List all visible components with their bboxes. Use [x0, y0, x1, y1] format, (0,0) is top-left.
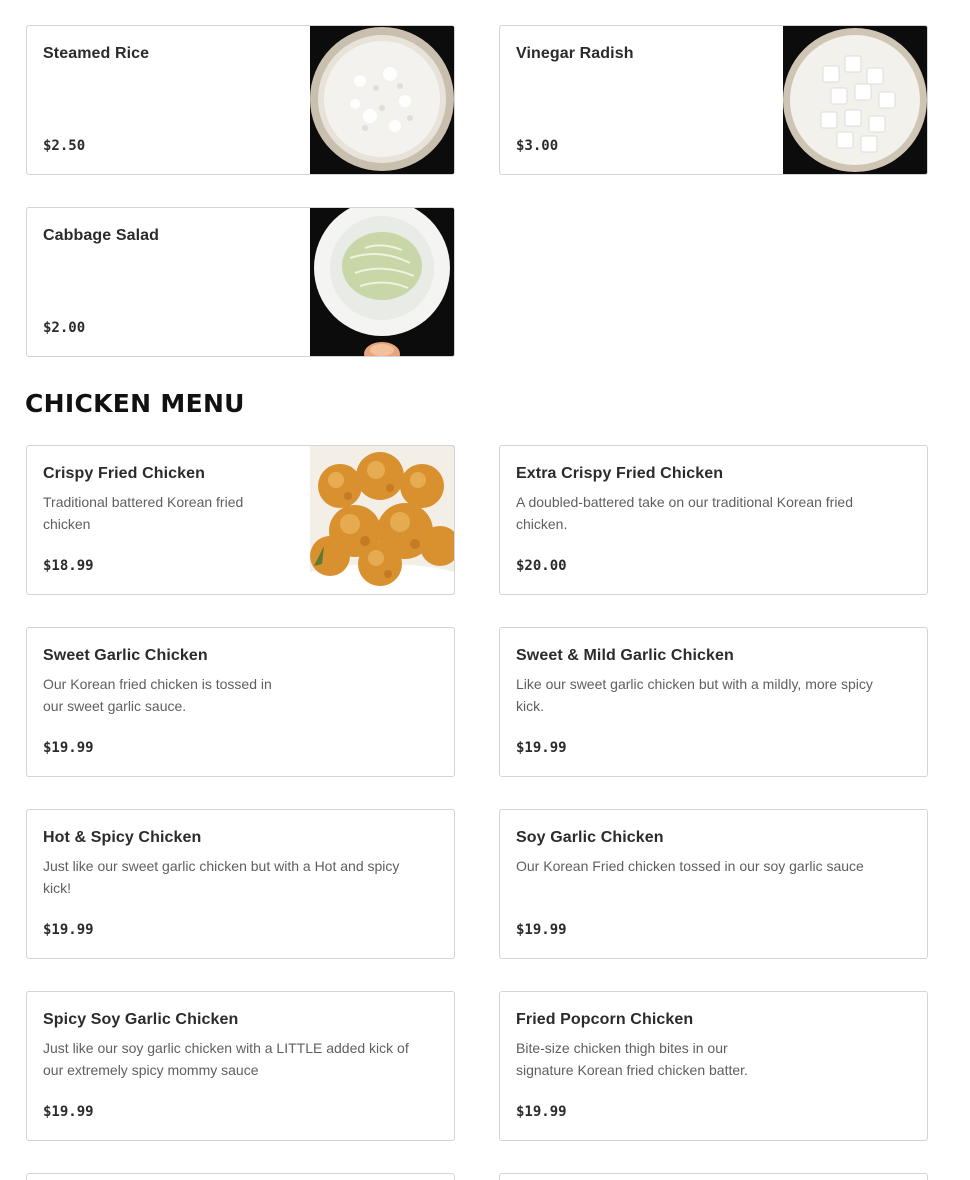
- item-description: Traditional battered Korean fried chicken: [43, 494, 244, 532]
- item-description: Just like our soy garlic chicken with a LITTLE added kick of our extremely spicy mommy sauce: [43, 1040, 409, 1078]
- item-price: $19.99: [516, 922, 567, 938]
- item-price: $19.99: [43, 740, 94, 756]
- item-description: Like our sweet garlic chicken but with a mildly, more spicy kick.: [516, 676, 873, 714]
- item-name: Soy Garlic Chicken: [516, 829, 664, 846]
- item-description: Our Korean fried chicken is tossed in our sweet garlic sauce.: [43, 676, 272, 714]
- item-price: $19.99: [516, 740, 567, 756]
- item-price: $19.99: [516, 1104, 567, 1120]
- item-name: Spicy Soy Garlic Chicken: [43, 1011, 239, 1028]
- item-price: $20.00: [516, 558, 567, 574]
- item-price: $3.00: [516, 138, 559, 154]
- item-description: A doubled-battered take on our traditional Korean fried chicken.: [516, 494, 854, 532]
- menu-item-steamed-rice[interactable]: [26, 25, 455, 175]
- item-name: Cabbage Salad: [43, 227, 160, 244]
- menu-item-crispy-fried-chicken[interactable]: [26, 445, 455, 595]
- menu-item-partial[interactable]: [499, 1173, 928, 1180]
- section-title-chicken-menu: CHICKEN MENU: [25, 389, 245, 418]
- item-price: $18.99: [43, 558, 94, 574]
- cabbage-salad-photo: [310, 208, 454, 356]
- item-name: Steamed Rice: [43, 45, 150, 62]
- menu-item-spicy-soy-garlic-chicken[interactable]: [26, 991, 455, 1141]
- item-price: $19.99: [43, 922, 94, 938]
- item-name: Hot & Spicy Chicken: [43, 829, 202, 846]
- item-description: Just like our sweet garlic chicken but with a Hot and spicy kick!: [43, 858, 400, 896]
- item-price: $2.50: [43, 138, 86, 154]
- menu-item-cabbage-salad[interactable]: [26, 207, 455, 357]
- menu-item-hot-spicy-chicken[interactable]: [26, 809, 455, 959]
- menu-item-fried-popcorn-chicken[interactable]: [499, 991, 928, 1141]
- fried-chicken-photo: [310, 446, 454, 594]
- menu-item-soy-garlic-chicken[interactable]: [499, 809, 928, 959]
- item-price: $19.99: [43, 1104, 94, 1120]
- item-name: Fried Popcorn Chicken: [516, 1011, 694, 1028]
- menu-item-vinegar-radish[interactable]: [499, 25, 928, 175]
- steamed-rice-photo: [310, 26, 454, 174]
- item-description: Bite-size chicken thigh bites in our signature Korean fried chicken batter.: [516, 1040, 748, 1078]
- item-description: Our Korean Fried chicken tossed in our soy garlic sauce: [516, 858, 864, 874]
- item-name: Sweet Garlic Chicken: [43, 647, 208, 664]
- menu-item-sweet-mild-garlic-chicken[interactable]: [499, 627, 928, 777]
- vinegar-radish-photo: [783, 26, 927, 174]
- menu-item-extra-crispy-fried-chicken[interactable]: [499, 445, 928, 595]
- item-name: Crispy Fried Chicken: [43, 465, 206, 482]
- item-name: Vinegar Radish: [516, 45, 634, 62]
- item-name: Sweet & Mild Garlic Chicken: [516, 647, 734, 664]
- menu-item-partial[interactable]: [26, 1173, 455, 1180]
- item-name: Extra Crispy Fried Chicken: [516, 465, 724, 482]
- menu-item-sweet-garlic-chicken[interactable]: [26, 627, 455, 777]
- item-price: $2.00: [43, 320, 86, 336]
